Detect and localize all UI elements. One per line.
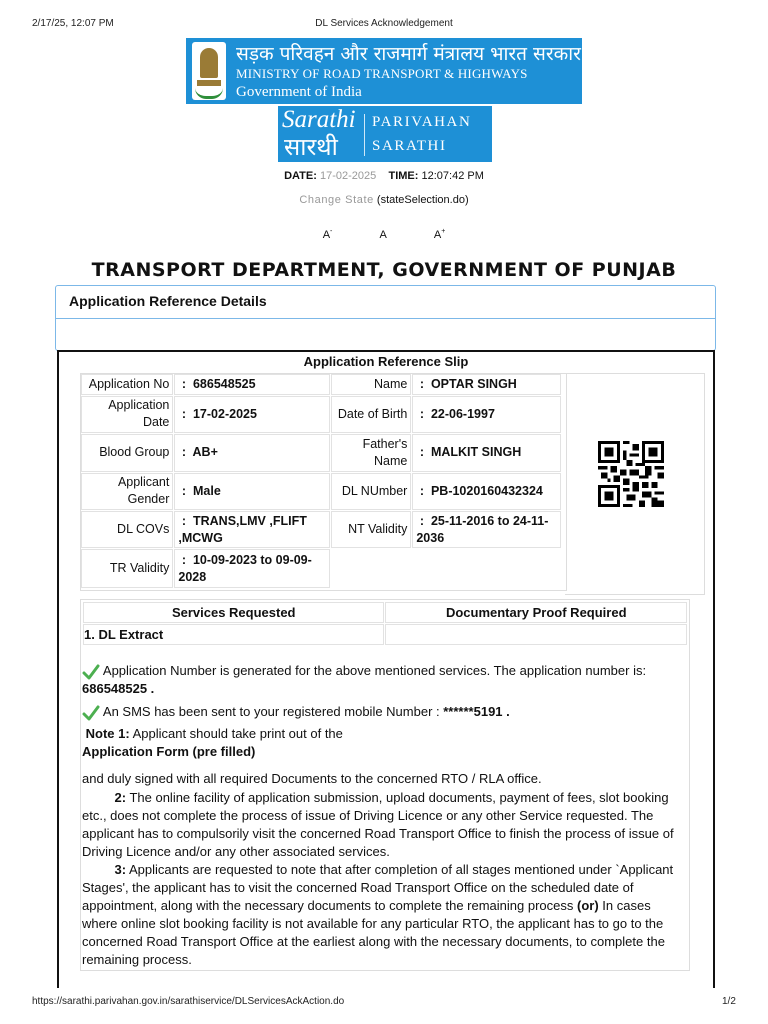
value-blood-group: : AB+ [174, 434, 330, 471]
message-1-number: 686548525 . [82, 681, 155, 696]
change-state-path: (stateSelection.do) [376, 194, 469, 206]
font-decrease-button[interactable] [323, 228, 333, 241]
value-application-date: : 17-02-2025 [174, 396, 330, 433]
ministry-hindi: सड़क परिवहन और राजमार्ग मंत्रालय भारत सरकार [236, 43, 581, 65]
label-gender: Applicant Gender [81, 473, 173, 510]
value-dl-covs: : TRANS,LMV ,FLIFT ,MCWG [174, 511, 330, 548]
message-2 [82, 703, 692, 721]
value-tr-validity: : 10-09-2023 to 09-09-2028 [174, 549, 330, 588]
slip-title: Application Reference Slip [303, 354, 469, 369]
applicant-info-table [80, 373, 562, 589]
change-state [0, 194, 768, 206]
font-decrease-label: A [322, 228, 331, 241]
note-3-num: 3: [114, 862, 127, 877]
date-time-line [0, 170, 768, 182]
date-value: 17-02-2025 [319, 170, 377, 182]
label-dl-number: DL NUmber [331, 473, 411, 510]
note-1-label: Note 1: [85, 726, 130, 741]
font-increase-sup: + [441, 228, 446, 235]
sarathi-logo [278, 106, 492, 162]
value-gender: : Male [174, 473, 330, 510]
checkmark-icon [82, 664, 100, 680]
value-dob: : 22-06-1997 [412, 396, 561, 433]
value-nt-validity: : 25-11-2016 to 24-11-2036 [412, 511, 561, 548]
note-3-text-a: Applicants are requested to note that after completion of all stages mentioned under `Applicant Stages', the applicant has to visit the concerned Road Transport Office on the scheduled date of appointment, along with the necessary documents to complete the remaining process [82, 862, 674, 913]
label-nt-validity: NT Validity [331, 511, 411, 548]
note-1 [82, 725, 692, 761]
service-row-1: 1. DL Extract [83, 624, 384, 645]
note-3-text-b: In cases where online slot booking facility is not available for any particular RTO, the applicant has to go to the concerned Road Transport Office at the earliest along with the necessary documents, to complete the remaining process. [82, 898, 665, 967]
font-size-controls [0, 228, 768, 241]
header-services-requested: Services Requested [83, 602, 384, 623]
print-title: DL Services Acknowledgement [315, 18, 453, 29]
font-increase-label: A [433, 228, 442, 241]
print-page-number: 1/2 [722, 996, 736, 1007]
label-father-name: Father's Name [331, 434, 411, 471]
note-3-or: (or) [577, 898, 599, 913]
label-tr-validity: TR Validity [81, 549, 173, 588]
value-application-no: : 686548525 [174, 374, 330, 395]
application-reference-panel [55, 285, 716, 351]
label-application-date: Application Date [81, 396, 173, 433]
message-1 [82, 662, 692, 698]
print-datetime: 2/17/25, 12:07 PM [32, 18, 114, 29]
font-increase-button[interactable] [434, 228, 445, 241]
note-2 [82, 789, 682, 861]
label-dl-covs: DL COVs [81, 511, 173, 548]
value-dl-number: : PB-1020160432324 [412, 473, 561, 510]
note-1-tail: and duly signed with all required Documents to the concerned RTO / RLA office. [82, 771, 542, 786]
logo-sarathi: SARATHI [372, 138, 447, 154]
label-application-no: Application No [81, 374, 173, 395]
ministry-english: MINISTRY OF ROAD TRANSPORT & HIGHWAYS [236, 66, 528, 81]
time-label: TIME: [388, 170, 419, 182]
department-title: TRANSPORT DEPARTMENT, GOVERNMENT OF PUNJAB [91, 259, 677, 281]
sarathi-logo-latin: Sarathi [282, 106, 356, 133]
note-3 [82, 861, 682, 969]
note-1-text: Applicant should take print out of the [129, 726, 343, 741]
value-name: : OPTAR SINGH [412, 374, 561, 395]
message-1-text: Application Number is generated for the above mentioned services. The application number is: [102, 663, 647, 678]
message-2-number: ******5191 . [443, 704, 510, 719]
label-name: Name [331, 374, 411, 395]
ministry-banner [186, 38, 582, 104]
date-label: DATE: [284, 170, 317, 182]
note-1-form: Application Form (pre filled) [82, 744, 256, 759]
label-blood-group: Blood Group [81, 434, 173, 471]
font-normal-button[interactable]: A [379, 228, 387, 241]
logo-parivahan: PARIVAHAN [372, 114, 472, 130]
national-emblem-icon [192, 42, 226, 100]
checkmark-icon [82, 705, 100, 721]
qr-code-icon [596, 441, 666, 507]
label-dob: Date of Birth [331, 396, 411, 433]
header-documentary-proof: Documentary Proof Required [385, 602, 687, 623]
time-value: 12:07:42 PM [421, 170, 484, 182]
change-state-link[interactable]: Change State [299, 194, 374, 206]
panel-title: Application Reference Details [69, 293, 267, 309]
font-decrease-sup: - [330, 228, 333, 235]
sarathi-logo-hindi: सारथी [284, 133, 338, 161]
services-table [82, 601, 688, 646]
note-2-text: The online facility of application submission, upload documents, payment of fees, slot booking etc., does not complete the process of issue of Driving Licence or any other Service requested. The applicant has to compulsorily visit the concerned Road Transport Office to finish the process of issue of Driving Licence and/or any other associated services. [82, 790, 674, 859]
print-url: https://sarathi.parivahan.gov.in/sarathiservice/DLServicesAckAction.do [32, 996, 345, 1007]
value-father-name: : MALKIT SINGH [412, 434, 561, 471]
note-2-num: 2: [114, 790, 127, 805]
government-of-india: Government of India [236, 84, 362, 100]
proof-row-1 [385, 624, 687, 645]
message-2-text: An SMS has been sent to your registered mobile Number : [102, 704, 444, 719]
